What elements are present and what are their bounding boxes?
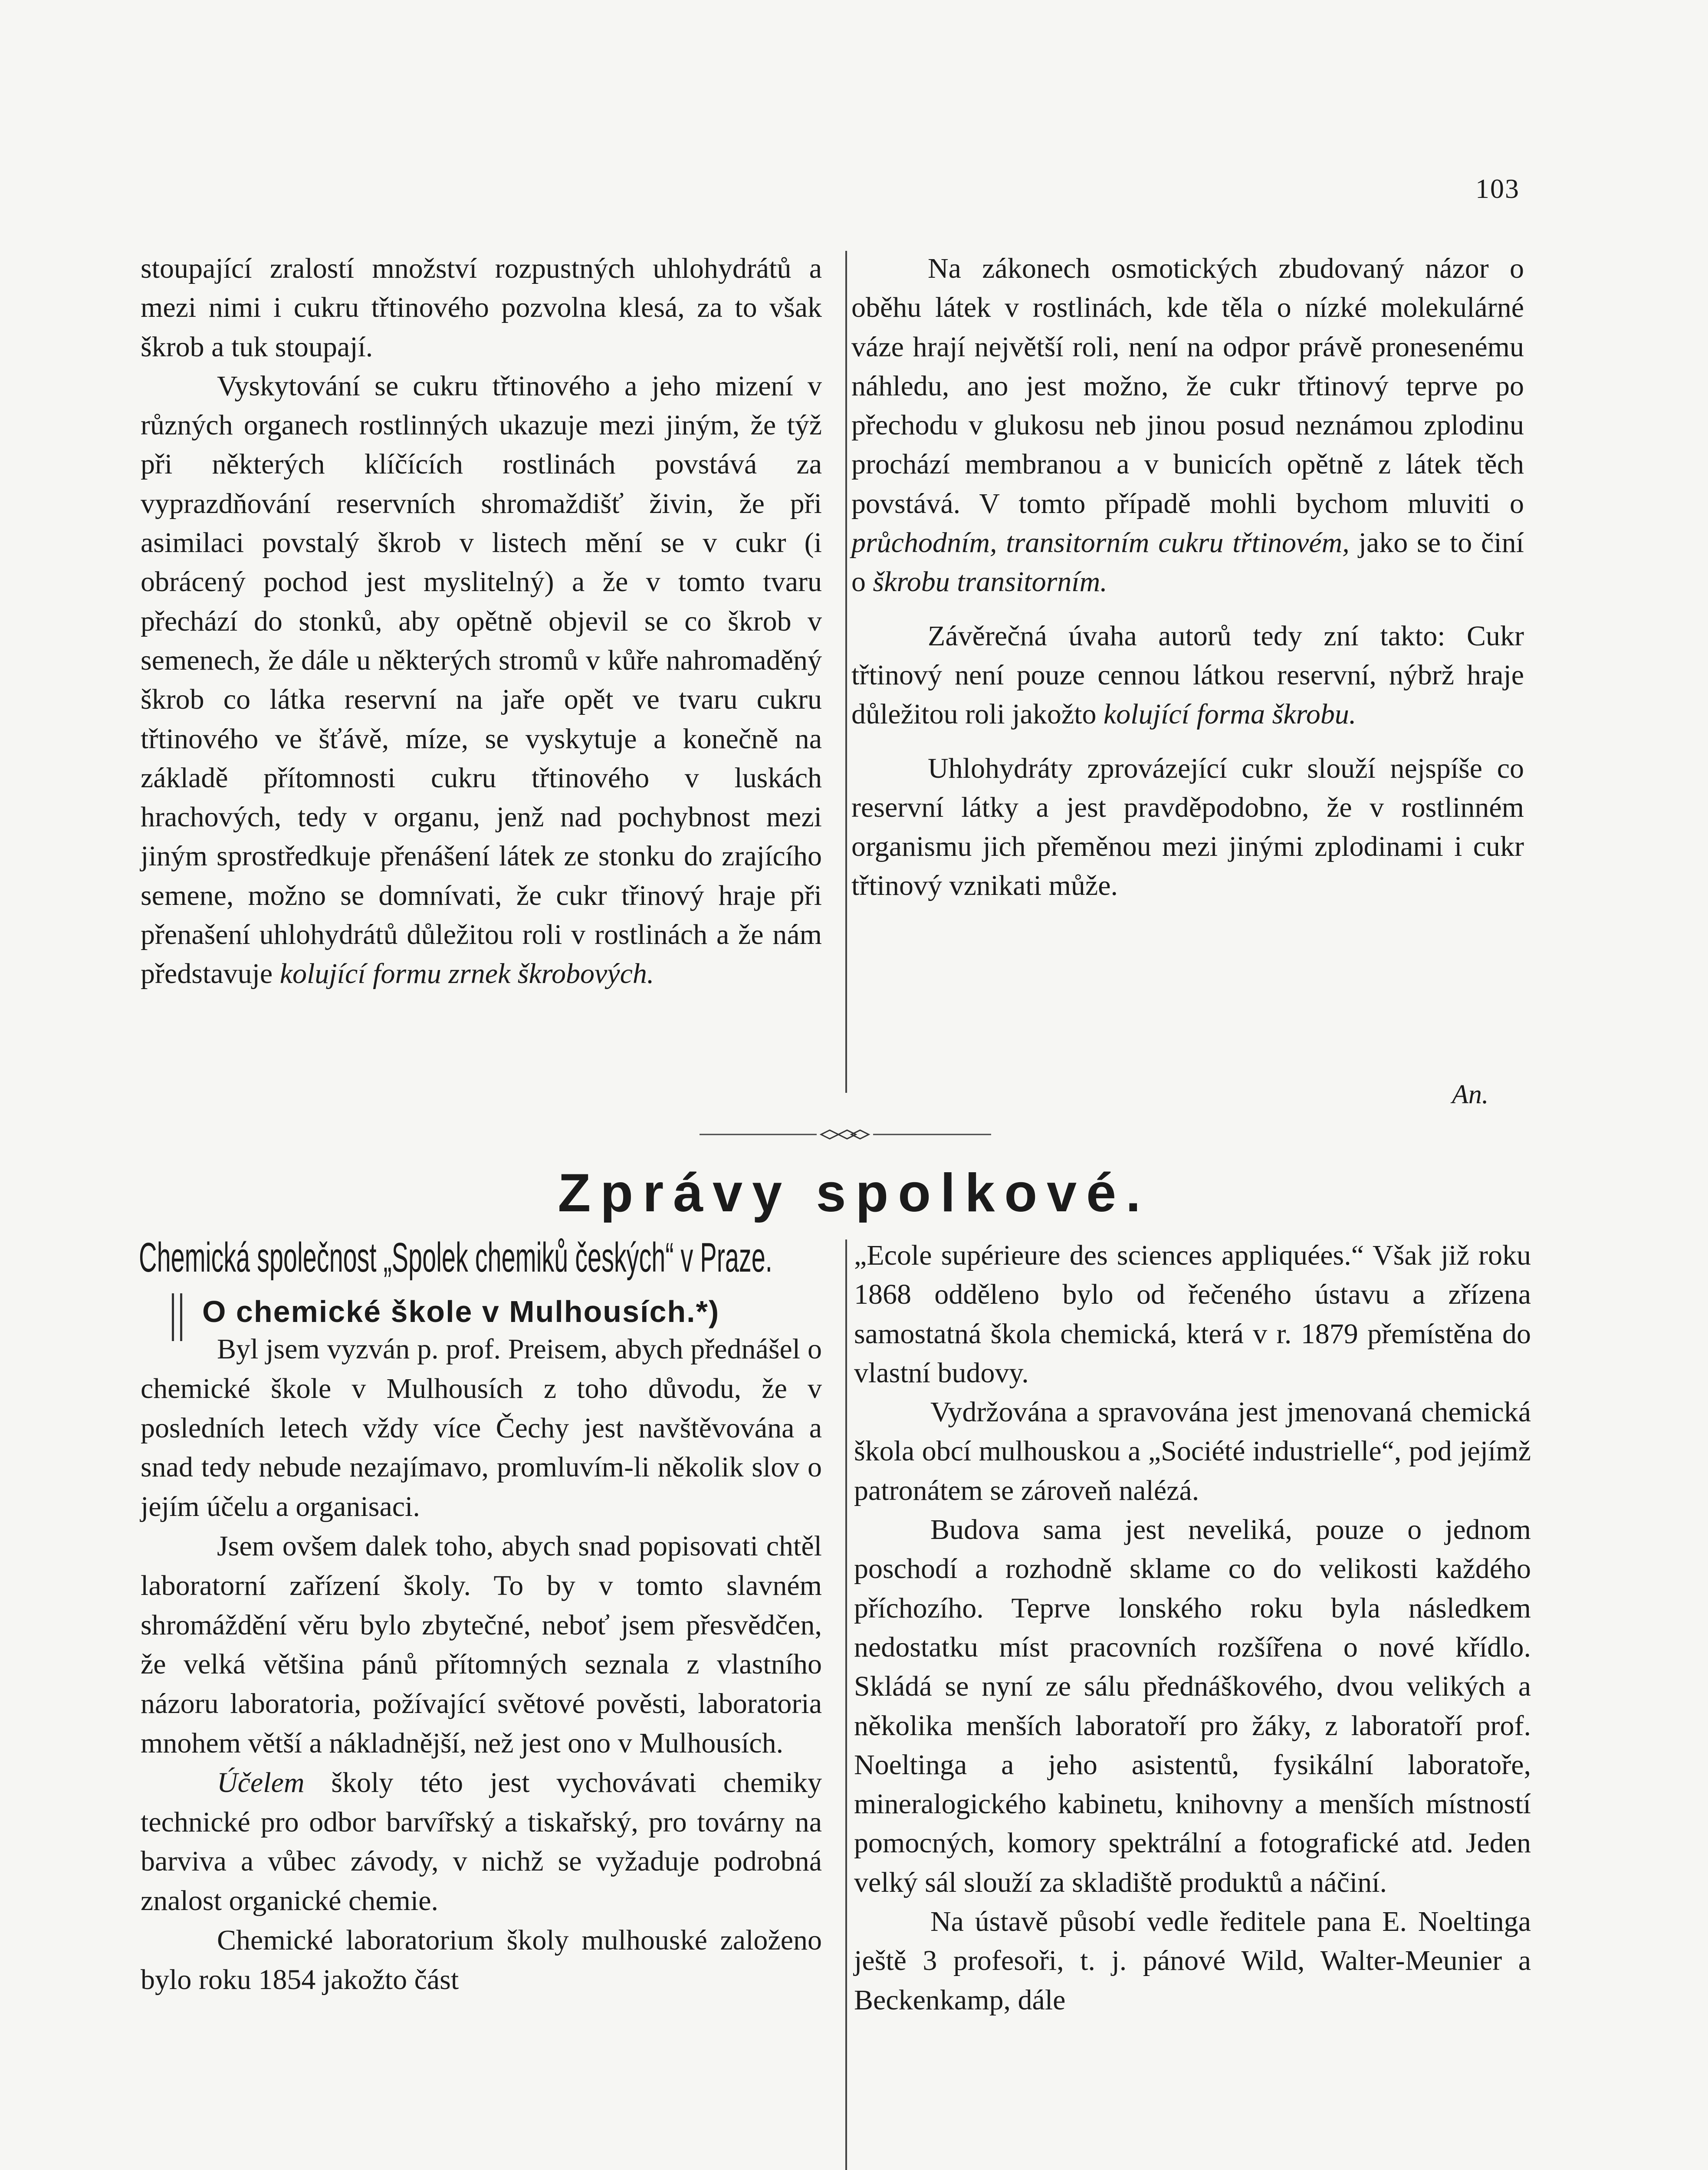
- page-number: 103: [1475, 173, 1520, 204]
- paragraph: [141, 1921, 822, 2000]
- paragraph: [141, 249, 822, 367]
- italic-text: průchodním, transitorním cukru třtinovém,: [851, 527, 1350, 559]
- paragraph: [854, 1236, 1531, 1393]
- article-title: O chemické škole v Mulhousích.*): [202, 1295, 720, 1328]
- text-run: Uhlohydráty zprovázející cukr slouží nejspíše co reservní látky a jest pravděpodobno, že v rostlinném organismu jich přeměnou mezi jinými zplodinami i cukr třtinový vznikati může.: [851, 752, 1524, 902]
- upper-right-column: [851, 249, 1524, 906]
- italic-text: škrobu transitorním.: [873, 566, 1107, 598]
- text-run: Budova sama jest neveliká, pouze o jednom poschodí a rozhodně sklame co do velikosti každého příchozího. Teprve lonského roku byla následkem nedostatku míst pracovních rozšířena o nové křídlo. Skládá se nyní ze sálu přednáškového, dvou velikých a několika menších laboratoří pro žáky, z laboratoří prof. Noeltinga a jeho asistentů, fysikální laboratoře, mineralogického kabinetu, knihovny a menších místností pomocných, komory spektrální a fotografické atd. Jeden velký sál slouží za skladiště produktů a náčiní.: [854, 1514, 1531, 1898]
- section-ornament: [700, 1129, 991, 1140]
- paragraph: [854, 1510, 1531, 1902]
- paragraph: [851, 749, 1524, 906]
- text-run: Chemické laboratorium školy mulhouské založeno bylo roku 1854 jakožto část: [141, 1924, 822, 1996]
- column-divider-lower: [845, 1240, 847, 2170]
- text-run: „Ecole supérieure des sciences appliquées.“ Však již roku 1868 odděleno bylo od řečeného ústavu a zřízena samostatná škola chemická, která v r. 1879 přemístěna do vlastní budovy.: [854, 1240, 1531, 1389]
- text-run: stoupající zralostí množství rozpustných uhlohydrátů a mezi nimi i cukru třtinového pozvolna klesá, za to však škrob a tuk stoupají.: [141, 253, 822, 363]
- paragraph: [854, 1902, 1531, 2020]
- paragraph: [851, 249, 1524, 602]
- italic-text: Účelem: [217, 1766, 305, 1798]
- text-run: Vydržována a spravována jest jmenovaná chemická škola obcí mulhouskou a „Société industrielle“, pod jejímž patronátem se zároveň nalézá.: [854, 1396, 1531, 1506]
- section-title: Zprávy spolkové.: [558, 1163, 1150, 1223]
- paragraph: [851, 617, 1524, 734]
- paragraph: [141, 1330, 822, 1527]
- text-run: Vyskytování se cukru třtinového a jeho mizení v různých organech rostlinných ukazuje mezi jiným, že týž při některých klíčících rostlinách povstává za vyprazdňování reservních shromaždišť živin, že při asimilaci povstalý škrob v listech mění se v cukr (i obrácený pochod jest myslitelný) a že v tomto tvaru přechází do stonků, aby opětně objevil se co škrob v semenech, že dále u některých stromů v kůře nahromaděný škrob co látka reservní na jaře opět ve tvaru cukru třtinového ve šťávě, míze, se vyskytuje a konečně na základě přítomnosti cukru třtinového v luskách hrachových, tedy v organu, jenž nad pochybnost mezi jiným sprostředkuje přenášení látek ze stonku do zrajícího semene, možno se domnívati, že cukr třinový hraje při přenašení uhlohydrátů důležitou roli v rostlinách a že nám představuje: [141, 370, 822, 990]
- paragraph: [141, 1527, 822, 1763]
- text-run: Na zákonech osmotických zbudovaný názor o oběhu látek v rostlinách, kde těla o nízké molekulárné váze hrají největší roli, není na odpor právě pronesenému náhledu, ano jest možno, že cukr třtinový teprve po přechodu v glukosu neb jinou posud neznámou zplodinu prochází membranou a v bunicích opětně z látek těch povstává. V tomto případě mohli bychom mluviti o: [851, 253, 1524, 519]
- text-run: Na ústavě působí vedle ředitele pana E. Noeltinga ještě 3 profesoři, t. j. pánové Wild, Walter-Meunier a Beckenkamp, dále: [854, 1906, 1531, 2016]
- column-divider-upper: [845, 251, 847, 1093]
- text-run: školy této jest vychovávati chemiky technické pro odbor barvířský a tiskařský, pro továrny na barviva a vůbec závody, v nichž se vyžaduje podrobná znalost organické chemie.: [141, 1766, 822, 1917]
- paragraph: [854, 1393, 1531, 1510]
- society-heading: Chemická společnost „Spolek chemiků českých“ v Praze.: [139, 1234, 772, 1281]
- paragraph: [141, 367, 822, 994]
- paragraph: [141, 1763, 822, 1921]
- text-run: jako se to činí o: [851, 527, 1524, 598]
- italic-text: kolující forma škrobu.: [1104, 698, 1357, 730]
- lower-left-column: [141, 1330, 822, 2000]
- italic-text: kolující formu zrnek škrobových.: [279, 958, 654, 990]
- author-signature: An.: [1452, 1080, 1489, 1109]
- text-run: Jsem ovšem dalek toho, abych snad popisovati chtěl laboratorní zařízení školy. To by v tomto slavném shromáždění věru bylo zbytečné, neboť jsem přesvědčen, že velká většina pánů přítomných seznala z vlastního názoru laboratoria, požívající světové pověsti, laboratoria mnohem větší a nákladnější, než jest ono v Mulhousích.: [141, 1530, 822, 1759]
- upper-left-column: [141, 249, 822, 994]
- lower-right-column: [854, 1236, 1531, 2020]
- text-run: Závěrečná úvaha autorů tedy zní takto: Cukr třtinový není pouze cennou látkou reservní, nýbrž hraje důležitou roli jakožto: [851, 620, 1524, 730]
- text-run: Byl jsem vyzván p. prof. Preisem, abych přednášel o chemické škole v Mulhousích z toho důvodu, že v posledních letech vždy více Čechy jest navštěvována a snad tedy nebude nezajímavo, promluvím-li několik slov o jejím účelu a organisaci.: [141, 1333, 822, 1523]
